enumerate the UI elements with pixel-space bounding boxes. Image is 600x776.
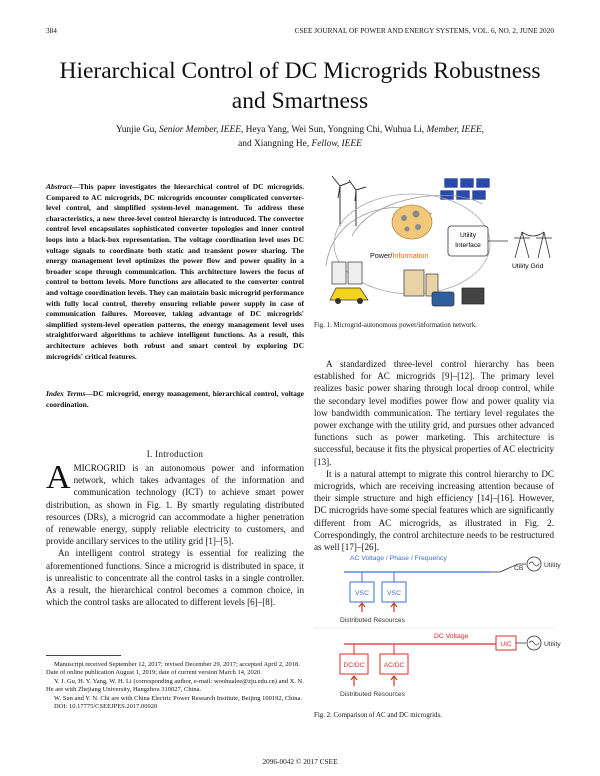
footnote: Y. J. Gu, H. Y. Yang, W. H. Li (corresponding author, e-mail: woohualee@zju.edu.cn) and X. N. He are with Zhejiang University, Hangzhou 310027, China. xyxy=(46,677,304,694)
distributed-resources-dc: Distributed Resources xyxy=(340,691,405,698)
battery-icon xyxy=(462,288,484,304)
figure-1-diagram xyxy=(312,174,562,320)
footnote: W. Sun and Y. N. Chi are with China Electric Power Research Institute, Beijing 100192, China. xyxy=(54,694,302,702)
intro-paragraph-1 xyxy=(46,459,304,547)
intro-paragraph-2: An intelligent control strategy is essential for realizing the aforementioned functions. Since a microgrid is distributed in space, it is unrealistic to concentrate all the control tasks in a single controller. As a result, the hierarchical control becomes a common choice, in which the control tasks are allocated to different levels [6]–[8]. xyxy=(46,548,304,608)
ac-microgrid xyxy=(340,555,561,624)
index-terms-text: —DC microgrid, energy management, hierarchical control, voltage coordination. xyxy=(46,389,304,409)
footnotes xyxy=(46,661,304,711)
utility-source-icon xyxy=(527,557,541,571)
cb-label: CB xyxy=(514,565,524,572)
author-line-1: Yunjie Gu, Senior Member, IEEE, Heya Yang, Wei Sun, Yongning Chi, Wuhua Li, Member, IEEE, xyxy=(115,125,485,135)
power-info-label xyxy=(370,251,428,260)
author-line-2: and Xiangning He, Fellow, IEEE xyxy=(238,138,362,149)
utility-grid-label: Utility Grid xyxy=(512,263,544,270)
drop-cap: A xyxy=(46,459,71,496)
footnote: DOI: 10.17775/CSEEJPES.2017.00920 xyxy=(54,703,158,711)
figure-2-diagram xyxy=(314,548,561,708)
brain-icon xyxy=(392,205,432,239)
right-paragraph-2: It is a natural attempt to migrate this control hierarchy to DC microgrids, which are receiving increasing attention because of their simple structure and high efficiency [14]–[16]. However, DC microgrids have some special features which are significantly different from AC microgrids, as illustrated in Fig. 2. Correspondingly, the control architecture needs to be restructured as well [17]–[26]. xyxy=(314,468,554,553)
author-list xyxy=(0,124,600,151)
index-terms xyxy=(46,389,304,410)
abstract-label: Abstract xyxy=(46,182,72,191)
title-line-1: Hierarchical Control of DC Microgrids Robustness xyxy=(59,58,541,84)
distributed-resources-ac: Distributed Resources xyxy=(340,617,405,624)
ac-voltage-label: AC Voltage / Phase / Frequency xyxy=(350,555,447,562)
dc-microgrid xyxy=(340,633,561,698)
right-paragraph-1: A standardized three-level control hierarchy has been established for AC microgrids [9]–[12]. The primary level realizes basic power sharing through local droop control, while the secondary level modifies power flow and power quality via low bandwidth communication. The tertiary level regulates the power exchange with the utility grid, and pursues other advanced functions such as power marketing. This architecture is successful, because it fits the physical properties of AC electricity [13]. xyxy=(314,359,554,467)
index-terms-label: Index Terms xyxy=(46,389,86,398)
car-icon xyxy=(330,288,368,304)
utility-label-dc: Utility xyxy=(544,641,561,648)
dcdc-label: DC/DC xyxy=(343,662,365,669)
vsc-label-2: VSC xyxy=(387,590,401,597)
utility-interface-line2: Interface xyxy=(455,242,481,249)
title-line-2: and Smartness xyxy=(231,88,369,114)
intro-text xyxy=(46,459,304,608)
abstract xyxy=(46,182,304,362)
vsc-label-1: VSC xyxy=(355,590,369,597)
utility-interface-icon xyxy=(448,226,488,256)
acdc-label: AC/DC xyxy=(383,662,405,669)
utility-interface-line1: Utility xyxy=(459,232,477,239)
wind-turbine-icon xyxy=(332,176,366,226)
motor-icon xyxy=(432,292,454,306)
copyright-footer: 2096-0042 © 2017 CSEE xyxy=(262,757,338,766)
paper-title xyxy=(0,56,600,116)
section-heading: I. Introduction xyxy=(146,449,204,459)
appliance-icon xyxy=(332,262,362,284)
utility-label-ac: Utility xyxy=(544,562,561,569)
figure-2-caption: Fig. 2. Comparison of AC and DC microgrids. xyxy=(314,712,442,719)
footnote-rule xyxy=(46,655,121,656)
utility-source-icon xyxy=(527,636,541,650)
page-number: 384 xyxy=(46,26,57,35)
intro-first-text: MICROGRID is an autonomous power and information network, which takes advantages of the information and communication technology (ICT) to achieve smart power distribution, as shown in Fig. 1. By smartly regulating distributed resources (DRs), a microgrid can accommodate a higher penetration of renewable energy, supply reliable electricity to customers, and provide ancillary services to the utility grid [1]–[5]. xyxy=(46,463,304,547)
abstract-text: —This paper investigates the hierarchical control of DC microgrids. Compared to AC microgrids, DC microgrids encounter complicated converter-level control, and simplified system-level management. To address these characteristics, a new three-level control hierarchy is introduced. The converter control level encapsulates sophisticated converter topologies and inner control loops into a black-box representation. The voltage coordination level uses DC voltage signals to coordinate both static and transient power sharing. The energy management level optimizes the power flow and power quality in a broader scope through communication. This architecture lowers the focus of control to bottom levels. More functions are allocated to the converter control and voltage coordination levels. They can maintain basic microgrid performance with fully local control, thereby ensuring reliable power supply in case of communication failures. Moreover, taking advantage of DC microgrids' simplified system-level operation patterns, the energy management level uses straightforward algorithms to achieve intelligent functions. As a result, this architecture achieves both robust and smart control by exploring DC microgrids' critical features. xyxy=(46,182,304,361)
information-label: Information xyxy=(392,251,429,260)
figure-1-caption: Fig. 1. Microgrid-autonomous power/information network. xyxy=(314,322,477,329)
dc-voltage-label: DC Voltage xyxy=(434,633,469,640)
journal-header: CSEE JOURNAL OF POWER AND ENERGY SYSTEMS, VOL. 6, NO. 2, JUNE 2020 xyxy=(294,26,554,35)
right-column-text xyxy=(314,358,554,553)
uic-label: UIC xyxy=(500,641,512,648)
power-label: Power/ xyxy=(370,251,393,260)
footnote: Manuscript received September 12, 2017; revised December 29, 2017; accepted April 2, 2018. Date of online publication August 1, 2019; date of current version March 14, 2020. xyxy=(46,661,300,677)
utility-grid-icon xyxy=(514,232,552,258)
solar-panel-icon xyxy=(440,178,490,200)
